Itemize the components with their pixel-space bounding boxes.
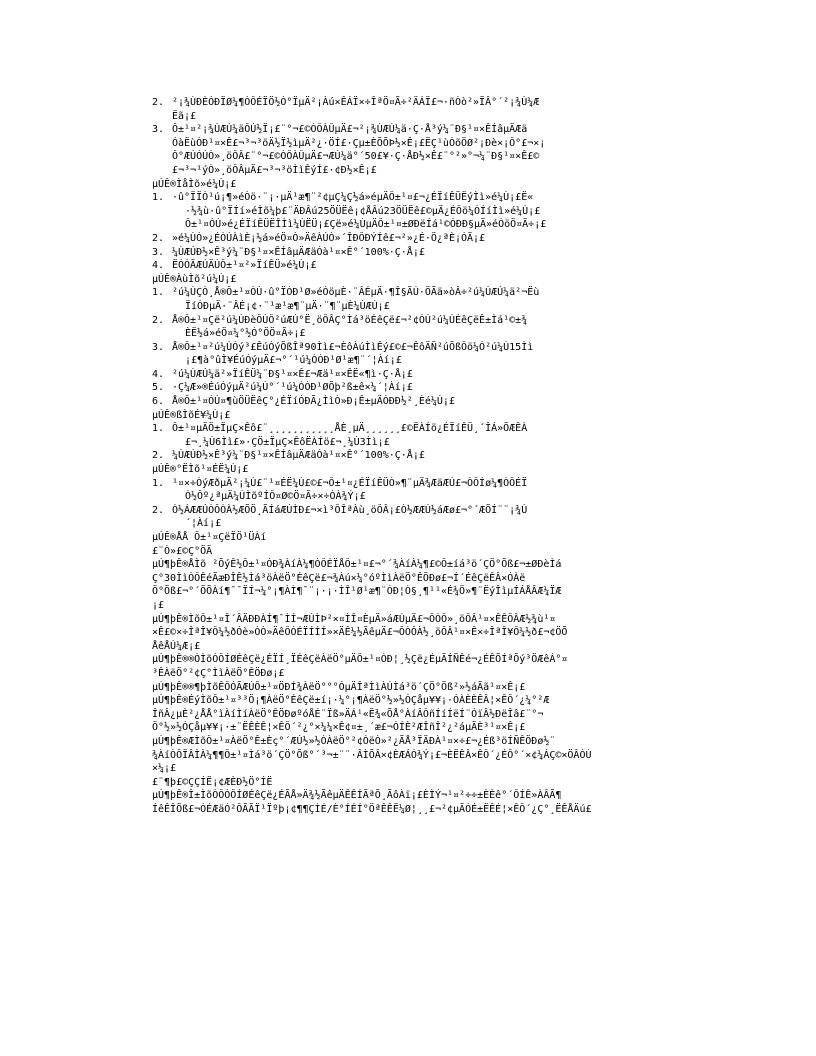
text-line [0,286,816,300]
text-line [0,585,816,599]
line-text: »é¼ÙÓ»¿ÉÒÚÀìÈ¡½á»éÖ¤Ò»ÄêÀÚÒ»´ÎÐÔÐÝÍê£¬²»¿É·Ö¿ªÈ¡ÓÃ¡£ [172,232,486,244]
line-text: ÎñÂ¿µÈ²¿ÅÅ°ìÀíÌíÀëÖ°ÊÖÐøºóÅÉ¨Ïß»ÄÁ¹«Ë¾«ÕÅ°ÀíÂÔñÍíÍëÍ¨ÓïÂ½ÐëÎâ£¨°¬ [152,708,544,720]
text-line [0,708,816,722]
list-number: 1. [152,287,165,299]
text-line [0,300,816,314]
document-body [0,96,816,816]
line-text: ·û°ÏÏÒ¹ú¡¶»éÒö·¨¡·µÄ¹æ¶¨²¢µÇ¼Ç½á»éµÄÔ±¹¤£¬¿ÉÏíÊÜËýÌì»é¼Ù¡£Ë« [172,192,534,204]
line-text: ËÓÓÃÆÚÄÚÔ±¹¤²»ÏíÊÜ»é¼Ù¡£ [172,260,317,272]
line-text: ²ú¼ÙÇÒ¸Å®Ô±¹¤ÒÚ·û°ÏÓÐ¹Ø»éÒöµÈ·¨ÂÉµÄ·¶Î§ÃÚ·ÖÃä»òÂ÷²ú¼ÙÆÚ¼ä²¬Ëù [172,287,540,299]
line-text: µÚÊ®ßÌõÉ¥¼Ù¡£ [152,409,231,421]
text-line [0,599,816,613]
line-text: µÚÊ®ÀùÌõ²ú¼Ù¡£ [152,273,237,285]
line-text: ¼ÙÆÚÐ½×Ê³ý¼¨Ð§¹¤×ÊÍâµÄÆäÓà¹¤×Ê°´100%·Ç·Å¡£ [172,246,425,258]
text-line [0,123,816,137]
text-line [0,749,816,763]
text-line [0,517,816,531]
text-line [0,504,816,518]
text-line [0,150,816,164]
line-text: Ô°ÆÚÓÚÒ»¸öÔÂ£¨°¬£©ÒÔÀÛµÄ£¬ÆÚ¼ä°´50£¥·Ç·ÅÐ½×Ê£¨°²»°¬¼¨Ð§¹¤×Ê£© [172,151,540,163]
line-text: µÚÊ®°ËÌõ¹¤ÉË¼Ù¡£ [152,464,249,476]
text-line [0,354,816,368]
list-number: 2. [152,504,165,516]
text-line [0,395,816,409]
text-line [0,273,816,287]
text-line [0,762,816,776]
line-text: Ç°30ÌìÒÔÊéÃæÐÎÊ½Ìá³öÀëÖ°ÉêÇë£¬¾Àú×¼°óºÌìÀëÖ°ÊÖÐø£¬Í´ÉêÇëÊÂ×ÓÀë [152,572,526,584]
line-text: µÚ¶þÊ®ÉýÌõÔ±¹¤³³Ö¡¶ÀëÖ°ÉêÇë±í¡·¼°¡¶ÀëÖ°½»½ÓÇåµ¥¥¡·ÓÀÈÈÊÂ¦×ÊÔ´¿¼°²Æ [152,695,550,707]
text-line [0,368,816,382]
text-line [0,558,816,572]
text-line [0,110,816,124]
text-line [0,735,816,749]
line-text: Ô±¹¤ÓÚ»é¿ÉÏíÊÜËÎÌì¼ÙËÜ¡£Çë»é¼ÙµÄÔ±¹¤±ØÐëÍá¹©ÓÐÐ§µÄ»éÒöÖ¤Ã÷¡£ [185,219,547,231]
text-line [0,694,816,708]
line-text: Ò½Ôº¿ªµÄ¼ÙÌõºÍÔ¤Ø©Ö¤Ã÷×÷ÒÀ¾Ý¡£ [185,491,366,503]
line-text: £¨¶þ£©ÇÇÍË¡¢ÆÈÐ½Ö°ÍË [152,776,273,788]
list-number: 2. [152,97,165,108]
line-text: Ö°Õß£¬°´ÕÕÀí¶¯¯ÏÍ¬¼°¡¶ÀÌ¶¯¨¡·¡·ÌÎ¹Ø¹æ¶¨ÓÐ¦Ò§¸¶¹¹«É¾Ö»¶¨ËýÎìµÍÁÅÂÆ¼ÏÆ [152,586,562,598]
text-line [0,205,816,219]
list-number: 6. [152,396,165,408]
text-line [0,789,816,803]
line-text: ¡£ [152,599,165,611]
text-line [0,191,816,205]
text-line [0,449,816,463]
line-text: ÈË½á»éÖ¤¼°½Ó°ÖÖ¤Ã÷¡£ [185,328,306,340]
text-line [0,776,816,790]
text-line [0,259,816,273]
list-number: 1. [152,192,165,204]
list-number: 1. [152,423,165,435]
text-line [0,164,816,178]
line-text: ¹¤×÷ÒýÆðµÄ²¡¼Ù£¨¹¤ÉË¼Ù£©£¬Ô±¹¤¿ÉÏíÊÜÒ»¶¨µÄ¾ÆäÆÚ£¬ÒÔÍø¼¶ÒÔÉÏ [172,477,528,489]
line-text: µÚÊ®ÌåÌõ»é¼Ù¡£ [152,178,237,190]
text-line [0,178,816,192]
text-line [0,531,816,545]
line-text: ²¡¾ÙÐÈÓÐÏØ¼¶ÒÔÉÏÖ½Ó°ÏµÄ²¡Àú×ÊÁÏ×÷ÎªÖ¤Ã÷²ÄÁÏ£¬·ñÒò²»ÏÂ°´²¡¾Ù¼Æ [172,97,540,108]
text-line [0,232,816,246]
text-line [0,490,816,504]
line-text: ÍêÊÎÕß£¬ÓÉÆäÓ²ÔÃÃÏ¹Ïºþ¡¢¶¶ÇÌÉ/È°ÍÉÍ°ÖªÊÊË¼Ø¦¸¸£¬²¢µÃÓÉ±ËÊÉ¦×ÊÔ´¿Ç°¸ËÊÅÄú£ [152,803,592,815]
line-text: ÓàËùÓÐ¹¤×Ê£¬³¬³öÄ½Ï½ìµÄ²¿·ÖÍ£·Çµ±ÈÕÕÞ½×Ê¡£ËÇ¹ùÒõÖØ²¡Ðè×¡Ô°£¬×¡ [172,137,546,149]
line-text: Å®Ô±¹¤²ú¼ÙÒý³£ÊúÓýÕßÎª90Ìì£¬ÈôÀúÌìÊý£©£¬ÊôÄÑ²úÕßÔö¼Ó²ú¼Ù15Ìì [172,341,534,353]
line-text: ·Ç¼Æ»®ÉúÓýµÄ²ú¼Ù°´¹ú¼ÒÓÐ¹ØÕþ²ß±ê×¼´¦Àí¡£ [172,382,413,394]
list-number: 2. [152,450,165,462]
list-number: 1. [152,477,165,489]
text-line [0,137,816,151]
line-text: £¨Ò»£©Ç°ÖÃ [152,545,213,557]
text-line [0,436,816,450]
list-number: 2. [152,232,165,244]
list-number: 3. [152,246,165,258]
text-line [0,327,816,341]
line-text: ÏíÓÐµÄ·¨ÂÉ¡¢·¨¹æ¹æ¶¨µÄ·¨¶¨µÈ¼ÙÆÚ¡£ [185,300,390,312]
line-text: Å®Ô±¹¤Çë²ú¼ÙÐèÔÚÔ²úÆÚ°Ë¸öÔÂÇ°Ìá³öÉêÇë£¬²¢ÓÚ²ú¼ÙÉêÇëÊ±Ìá¹©±¾ [172,314,528,326]
line-text: ³ÊÀëÖ°²¢Ç°ÌìÀëÖ°ÊÖÐø¡£ [152,667,285,679]
line-text: Ò½ÁÆÆÚÒÔÒÀ½ÆÕÖ¸ÃÍáÆÚÌÐ£¬×ì³ÔÎªÀù¸öÔÂ¡£Ò½ÆÆÚ½áÆø£¬°´ÆÕÍ¨¨¡¾Ù [172,504,528,516]
text-line [0,572,816,586]
text-line [0,314,816,328]
line-text: ÅêÅÚ¼Æ¡£ [152,640,201,652]
line-text: ¾ÀíÒÔÏÂÌÀ¼¶¶Ô±¹¤Ìá³ö´ÇÖ°Õß°´³¬±¨¨·ÂÌÕÂ×¢ÈÆÁÓ¾Ý¡£¬ÈËÊÂ×ÊÔ´¿ÉÔ°´×¢¼ÁÇ©×ÖÂÓÚ [152,749,592,761]
line-text: µÚ¶þÊ®®ÒÌõÒÔÍØÉêÇë¿ÉÏÍ¸ÏÉêÇëÀëÖ°µÄÔ±¹¤ÓÐ¦¸½Çë¿ÉµÃÍÑÊé¬¿ÉÊÕÍªÕý³ÖÆêÁ°¤ [152,654,568,666]
text-line [0,545,816,559]
line-text: µÚ¶þÊ®ÌõÔ±¹¤Î´ÂÄÐÐÀÍ¶¯ÌÍ¬ÆÚÌÞ²×¤ÌÎ¤ÈµÄ»áÆÚµÄ£¬ÔÒÔ»¸öÔÂ¹¤×ÊÊÔÂÆ½¾ù¹¤ [152,613,556,625]
line-text: ´¦Àí¡£ [185,518,222,530]
text-line [0,477,816,491]
line-text: ·½¾ù·û°ÏÍí»éÌõ¼þ£¨ÄÐÂú25ÖÜËê¡¢ÅÂú23ÖÜËê£©µÄ¿ÉÔö¼ÓÍíÌì»é¼Ù¡£ [185,205,541,217]
line-text: µÚ¶þÊ®ÆÌõÔ±¹¤ÀëÖ°Ê±Èç°´ÆÚ½»½ÓÀëÖ°²¢ÓëÒ»²¿ÃÅ³ÏÄÐÀ¹¤×÷£¬¿Éß³öÍÑÊÖÐø½¨ [152,735,556,747]
line-text: µÚ¶þÊ®ÅÌõ ²ÕýÊ½Ô±¹¤ÓÐ¾ÀíÀ¼¶ÒÔÉÏÅÔ±¹¤£¬°´¾ÀíÀ¼¶£©Ô±íá³ö´ÇÖ°Õß£¬±ØÐèÌá [152,559,562,571]
text-line [0,218,816,232]
list-number: 4. [152,260,165,272]
text-line [0,246,816,260]
text-line [0,626,816,640]
list-number: 3. [152,124,165,136]
text-line [0,640,816,654]
line-text: µÚ¶þÊ®®¶þÌõÊÔÓÃÆÚÔ±¹¤ÖÐÍ¾ÀëÖ°°°ÓµÄÎªÌìÀÚÌá³ö´ÇÖ°Õß²»½áÃã¹¤×Ê¡£ [152,681,526,693]
line-text: £¬³¬¹ýÒ»¸öÔÂµÄ£¬³¬³öÌìÊýÍ£·¢Ð½×Ê¡£ [172,164,377,176]
line-text: ¡£¶à°ûÌ¥ÉúÓýµÄ£¬°´¹ú¼ÒÓÐ¹Ø¹æ¶¨´¦Àí¡£ [185,355,402,367]
text-line [0,667,816,681]
text-line [0,381,816,395]
line-text: ²ú¼ÙÆÚ¼ä²»ÏíÊÜ¼¨Ð§¹¤×Ê£¬Æä¹¤×ÊË«¶ì·Ç·Å¡£ [172,368,413,380]
line-text: Ëã¡£ [172,110,197,122]
text-line [0,721,816,735]
text-line [0,653,816,667]
line-text: ×¼¡£ [152,763,177,775]
line-text: µÚ¶þÊ®Î±ÌõÒÔÒÔÍØÉêÇë¿ÉÃÅ»Ä¾½ÃêµÄÊÊÍÃªÕ¸ÃôÀï¡£ÈÌÝ¬¹¤²÷÷±ÈÈê°´ÔÍÊ»ÀÂÃ¶ [152,790,562,802]
line-text: Ô±¹¤µÄÖ±ÏµÇ×Êô£¨¸¸¸¸¸¸¸¸¸¸¸ÅÈ¸µÄ¸¸¸¸¸¸£©ËÀÍö¿ÉÏíÊÜ¸´ÎÁ»ÕÆÊÀ [172,423,528,435]
text-line [0,422,816,436]
line-text: Å®Ô±¹¤ÓÚ¤¶ùÖÜËêÇ°¿ÉÏíÓÐÃ¿ÌìÒ»Ð¡Ê±µÄÓÐÐ½²¸Èé¼Ù¡£ [172,396,455,408]
line-text: ¼ÙÆÚÐ½×Ê³ý¼¨Ð§¹¤×ÊÍâµÄÆäÓà¹¤×Ê°´100%·Ç·Å¡£ [172,450,425,462]
line-text: £¬¸¼Ù6Ìì£»·ÇÖ±ÏµÇ×ÊôËÀÍö£¬¸¼Ù3Ìì¡£ [185,436,390,448]
text-line [0,803,816,817]
line-text: µÚÊ®ÅÅ Ô±¹¤ÇëÏÖ¹ÜÀí [152,532,267,543]
text-line [0,681,816,695]
list-number: 2. [152,314,165,326]
text-line [0,409,816,423]
list-number: 4. [152,368,165,380]
text-line [0,613,816,627]
text-line [0,463,816,477]
line-text: Ô±¹¤²¡¾ÙÆÚ¼äÔÚ½Ï¡£¨°¬£©ÒÔÀÛµÄ£¬²¡¾ÙÆÚ¼ä·Ç·Å³ý¼¨Ð§¹¤×ÊÍâµÄÆä [172,124,528,136]
list-number: 5. [152,382,165,394]
line-text: ×Ê£©×÷ÎªÎ¥Ô¼½ðÓè»ÓÒ»ÄêÔÓÉÏÍÍÍ»×ÄÊ¼½ÃêµÄ£¬ÔÒÔÀ½¸öÔÂ¹¤×Ê×÷ÎªÎ¥Ô¼½ð£¬¢ÖÕ [152,627,568,639]
text-line [0,341,816,355]
text-line [0,96,816,110]
line-text: Ö°½»½ÓÇåµ¥¥¡·±¨ËÊÈÊ¦×ÊÔ´²¿°×¼¼×Ê¢¤±¸´æ£¬ÓÍÈ²ÆÎñÎ²¿²áµÃÈ³¹¤×Ê¡£ [152,722,526,734]
list-number: 3. [152,341,165,353]
